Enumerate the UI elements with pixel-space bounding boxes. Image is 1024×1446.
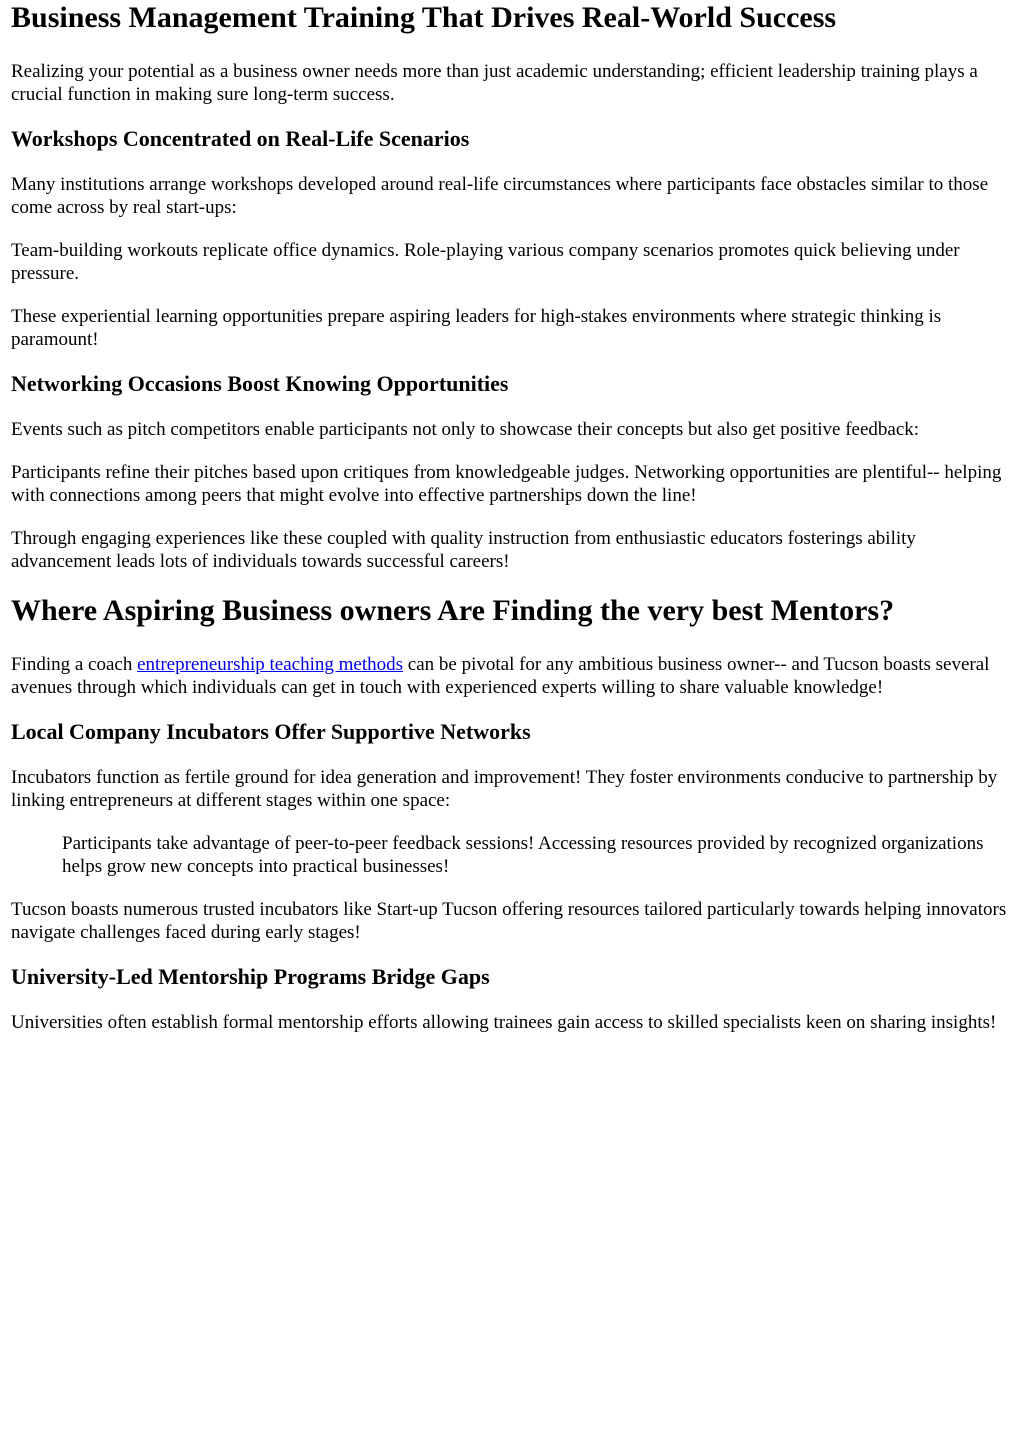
networking-paragraph-3: Through engaging experiences like these coupled with quality instruction from enthusiastic educators fosterings ability advancement leads lots of individuals towards successful careers! — [11, 528, 916, 572]
mentors-text-before: Finding a coach — [11, 654, 138, 675]
section-heading-university: University-Led Mentorship Programs Bridge Gaps — [11, 964, 490, 989]
workshops-paragraph-1: Many institutions arrange workshops developed around real-life circumstances where participants face obstacles similar to those come across by real start-ups: — [11, 174, 989, 218]
mentors-paragraph — [11, 653, 1013, 699]
networking-paragraph-1: Events such as pitch competitors enable participants not only to showcase their concepts but also get positive feedback: — [11, 419, 920, 440]
section-heading-workshops: Workshops Concentrated on Real-Life Scenarios — [11, 126, 470, 151]
workshops-paragraph-3: These experiential learning opportunities prepare aspiring leaders for high-stakes environments where strategic thinking is paramount! — [11, 306, 942, 350]
incubators-quote: Participants take advantage of peer-to-peer feedback sessions! Accessing resources provided by recognized organizations helps grow new concepts into practical businesses! — [62, 833, 984, 877]
section-heading-networking: Networking Occasions Boost Knowing Opportunities — [11, 371, 509, 396]
page-title: Business Management Training That Drives Real-World Success — [11, 1, 837, 34]
networking-paragraph-2: Participants refine their pitches based upon critiques from knowledgeable judges. Networking opportunities are plentiful-- helping with connections among peers that might evolve into effective partnerships down the line! — [11, 462, 1002, 506]
section-heading-incubators: Local Company Incubators Offer Supportive Networks — [11, 719, 531, 744]
incubators-paragraph-1: Incubators function as fertile ground for idea generation and improvement! They foster environments conducive to partnership by linking entrepreneurs at different stages within one space: — [11, 767, 998, 811]
incubators-paragraph-2: Tucson boasts numerous trusted incubators like Start-up Tucson offering resources tailored particularly towards helping innovators navigate challenges faced during early stages! — [11, 899, 1007, 943]
workshops-paragraph-2: Team-building workouts replicate office dynamics. Role-playing various company scenarios promotes quick believing under pressure. — [11, 240, 960, 284]
university-paragraph-1: Universities often establish formal mentorship efforts allowing trainees gain access to skilled specialists keen on sharing insights! — [11, 1012, 997, 1033]
mentors-title: Where Aspiring Business owners Are Finding the very best Mentors? — [11, 594, 895, 627]
entrepreneurship-link[interactable]: entrepreneurship teaching methods — [137, 654, 404, 675]
mentors-text-after: can be pivotal for any ambitious business owner-- and Tucson boasts several avenues through which individuals can get in touch with experienced experts willing to share valuable knowledge! — [11, 654, 990, 698]
intro-paragraph: Realizing your potential as a business owner needs more than just academic understanding; efficient leadership training plays a crucial function in making sure long-term success. — [11, 61, 978, 105]
